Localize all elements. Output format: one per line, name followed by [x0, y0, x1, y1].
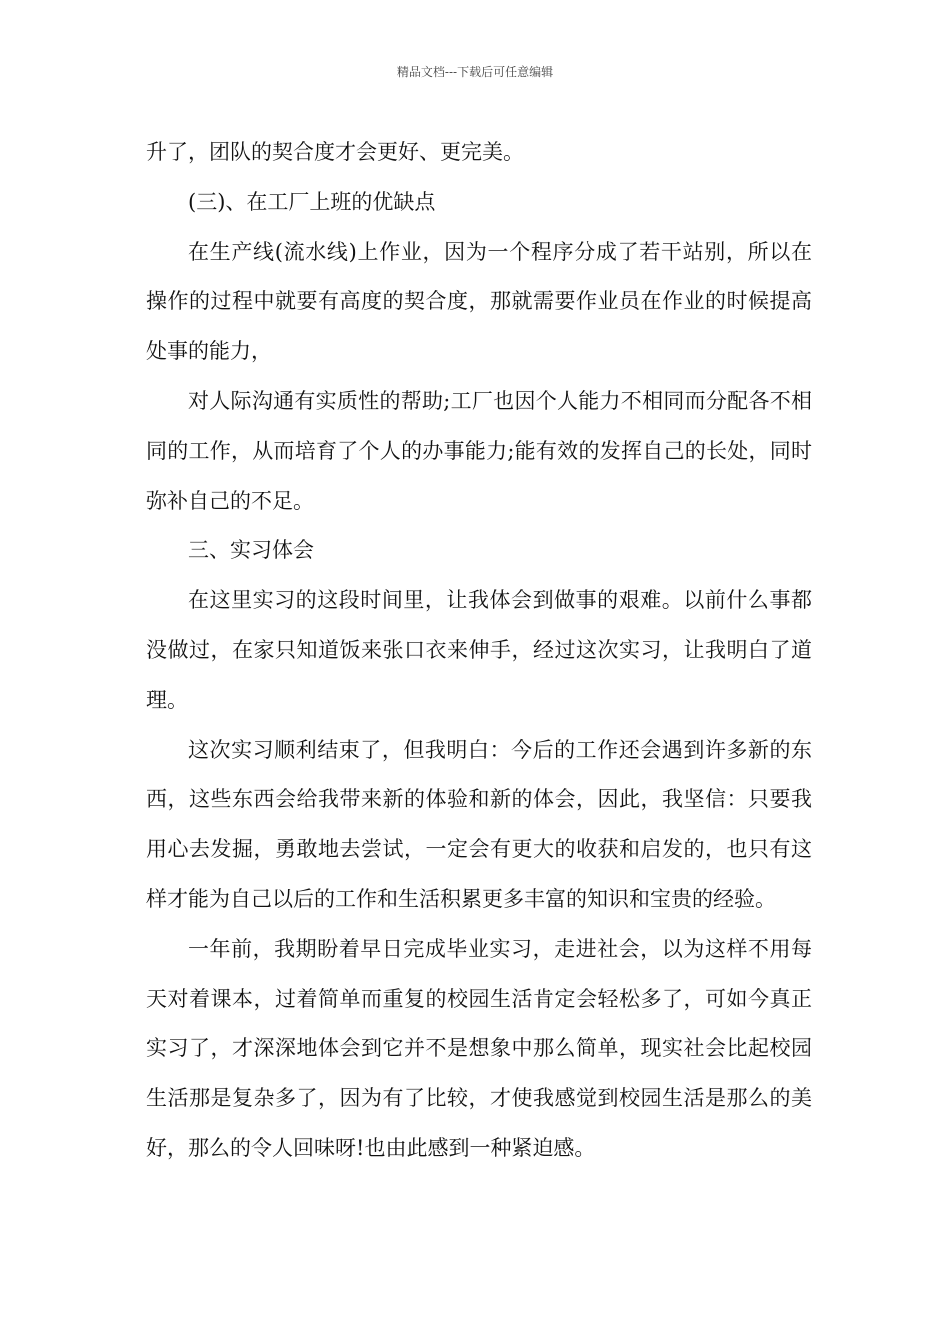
section-heading-internship-experience: 三、实习体会	[188, 538, 314, 563]
paragraph-continuation: 升了，团队的契合度才会更好、更完美。	[146, 140, 524, 164]
page-header: 精品文档---下载后可任意编辑	[396, 65, 554, 79]
paragraph-internship-end: 这次实习顺利结束了，但我明白：今后的工作还会遇到许多新的东西，这些东西会给我带来新的体验和新的体会，因此，我坚信：只要我用心去发掘，勇敢地去尝试，一定会有更大的收获和启发的，也只有这样才能为自己以后的工作和生活积累更多丰富的知识和宝贵的经验。	[146, 737, 812, 911]
paragraph-production-line: 在生产线(流水线)上作业，因为一个程序分成了若干站别，所以在操作的过程中就要有高度的契合度，那就需要作业员在作业的时候提高处事的能力，	[146, 239, 812, 364]
document-body	[146, 128, 812, 1174]
section-heading-factory-pros-cons: (三)、在工厂上班的优缺点	[188, 189, 436, 214]
paragraph-interpersonal: 对人际沟通有实质性的帮助;工厂也因个人能力不相同而分配各不相同的工作，从而培育了个人的办事能力;能有效的发挥自己的长处，同时弥补自己的不足。	[146, 388, 812, 513]
paragraph-one-year-ago: 一年前，我期盼着早日完成毕业实习，走进社会，以为这样不用每天对着课本，过着简单而重复的校园生活肯定会轻松多了，可如今真正实习了，才深深地体会到它并不是想象中那么简单，现实社会比起校园生活那是复杂多了，因为有了比较，才使我感觉到校园生活是那么的美好，那么的令人回味呀!也由此感到一种紧迫感。	[146, 936, 812, 1160]
paragraph-internship-period: 在这里实习的这段时间里，让我体会到做事的艰难。以前什么事都没做过，在家只知道饭来张口衣来伸手，经过这次实习，让我明白了道理。	[146, 588, 812, 712]
